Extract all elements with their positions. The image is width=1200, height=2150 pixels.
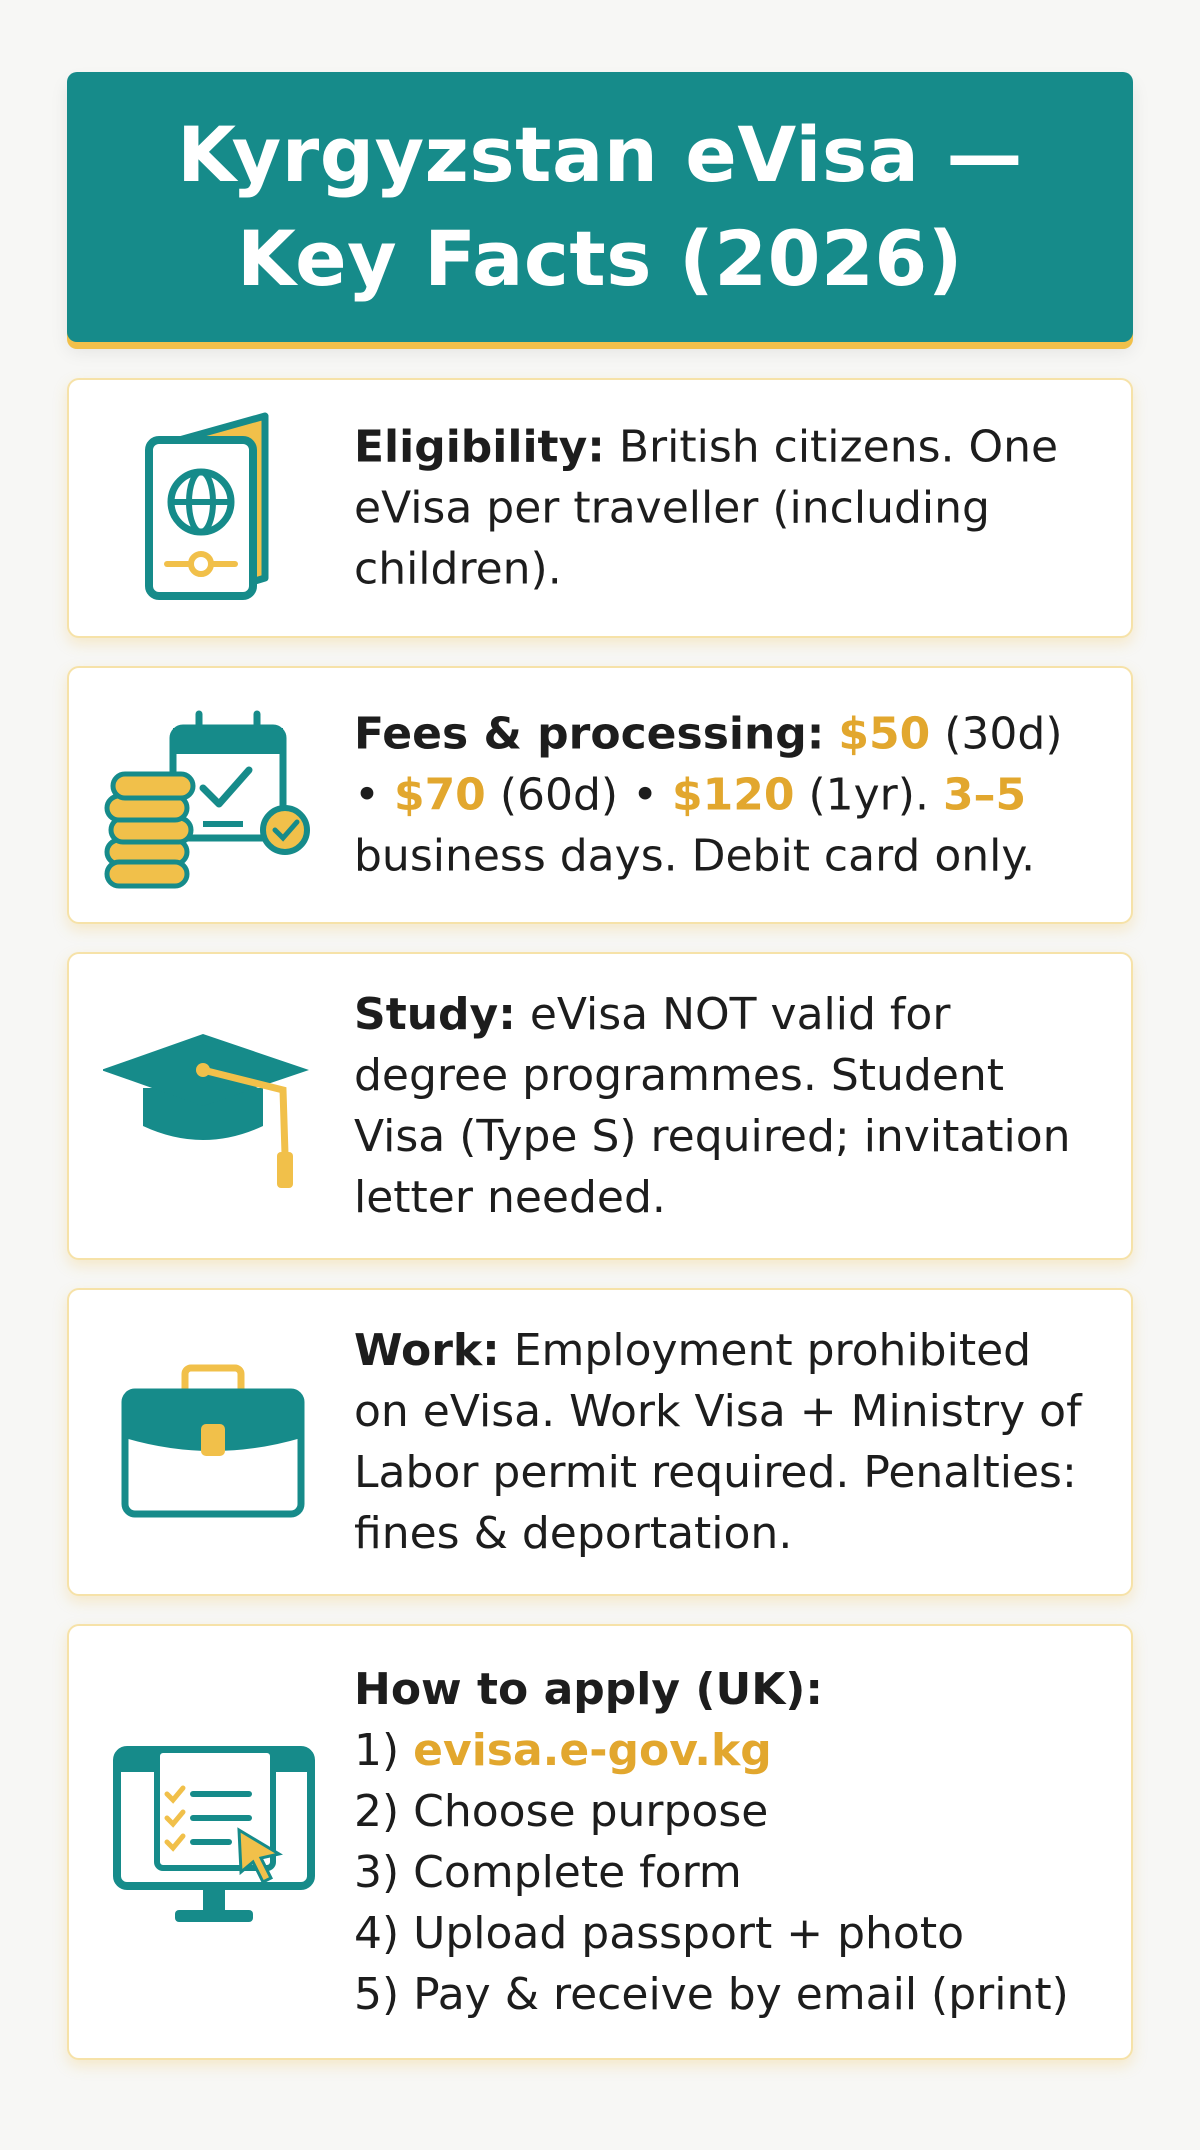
apply-step-2: 2) Choose purpose bbox=[354, 1786, 769, 1837]
apply-text-block bbox=[354, 1659, 1091, 2025]
fee-30d-price: $50 bbox=[838, 708, 931, 760]
apply-title: How to apply (UK): bbox=[354, 1664, 824, 1715]
apply-step-3: 3) Complete form bbox=[354, 1847, 742, 1898]
study-text-block bbox=[354, 984, 1091, 1228]
fee-30d-duration: (30d) bbox=[944, 708, 1063, 760]
briefcase-icon bbox=[113, 1362, 313, 1532]
apply-step-1 bbox=[354, 1720, 1091, 1781]
evisa-link[interactable]: evisa.e-gov.kg bbox=[413, 1725, 772, 1776]
apply-step-4: 4) Upload passport + photo bbox=[354, 1908, 964, 1959]
page-title: Kyrgyzstan eVisa — Key Facts (2026) bbox=[177, 110, 1023, 303]
computer-checklist-icon bbox=[109, 1744, 319, 1944]
fee-60d-duration: (60d) bbox=[499, 769, 619, 821]
bullet-separator: • bbox=[632, 769, 659, 821]
page-header bbox=[67, 72, 1133, 342]
fees-label: Fees & processing: bbox=[354, 708, 825, 760]
eligibility-text-block bbox=[354, 417, 1091, 600]
fees-text-block bbox=[354, 704, 1091, 887]
bullet-separator: • bbox=[354, 769, 380, 821]
passport-icon bbox=[137, 410, 287, 610]
work-text-block bbox=[354, 1320, 1091, 1564]
work-text: Employment prohibited on eVisa. Work Visa + Ministry of Labor permit required. Penalties: fines & deportation. bbox=[354, 1325, 1082, 1559]
study-text: eVisa NOT valid for degree programmes. Student Visa (Type S) required; invitation letter needed. bbox=[354, 989, 1071, 1223]
calendar-coins-icon bbox=[103, 710, 313, 890]
work-label: Work: bbox=[354, 1325, 500, 1376]
fee-1yr-duration: (1yr). bbox=[808, 769, 929, 821]
apply-card bbox=[67, 1624, 1133, 2060]
study-card bbox=[67, 952, 1133, 1260]
processing-days: 3–5 bbox=[942, 769, 1027, 821]
eligibility-label: Eligibility: bbox=[354, 421, 605, 473]
fee-60d-price: $70 bbox=[393, 769, 486, 821]
eligibility-text: British citizens. One eVisa per traveller (including children). bbox=[354, 421, 1059, 595]
study-label: Study: bbox=[354, 989, 516, 1040]
graduation-cap-icon bbox=[103, 1026, 323, 1196]
apply-step-5: 5) Pay & receive by email (print) bbox=[354, 1969, 1069, 2020]
step-1-number: 1) bbox=[354, 1725, 400, 1776]
work-card bbox=[67, 1288, 1133, 1596]
fee-1yr-price: $120 bbox=[672, 769, 795, 821]
eligibility-card bbox=[67, 378, 1133, 638]
fees-card bbox=[67, 666, 1133, 924]
processing-text: business days. Debit card only. bbox=[354, 830, 1036, 882]
